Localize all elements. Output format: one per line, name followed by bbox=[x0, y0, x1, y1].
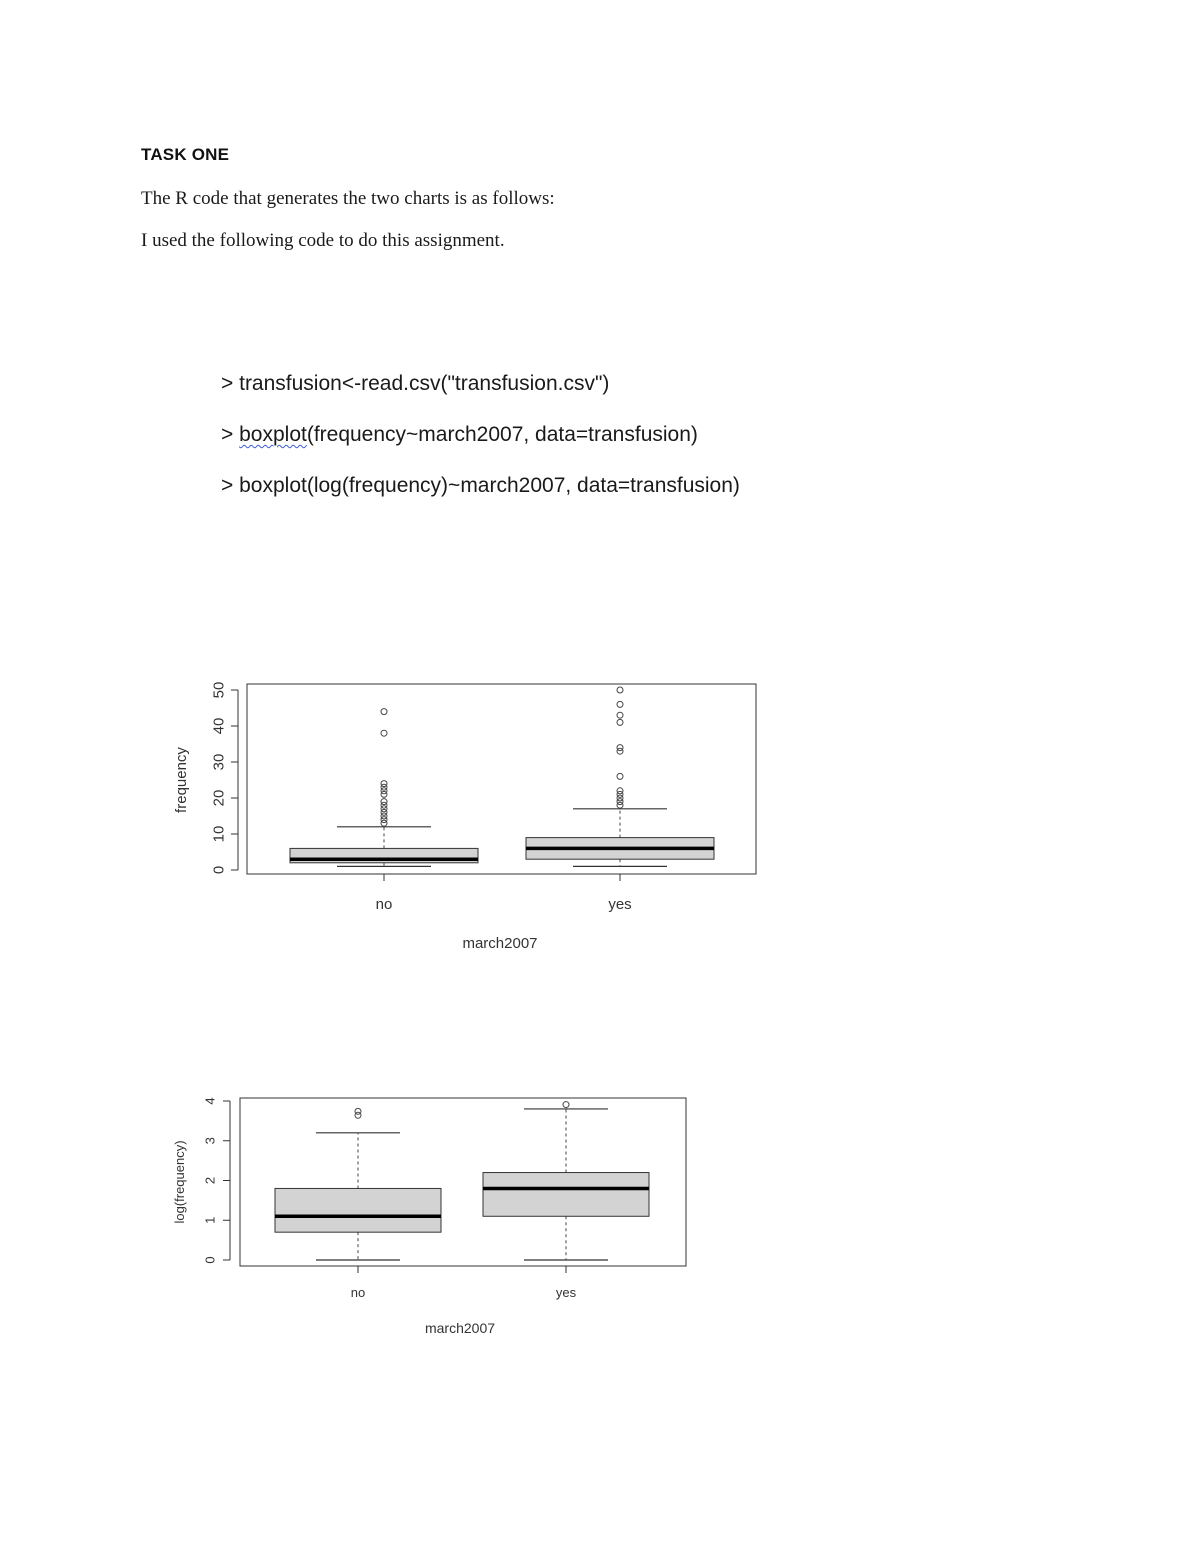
outlier-point bbox=[617, 745, 623, 751]
code-prompt: > bbox=[221, 372, 240, 395]
y-tick-label: 10 bbox=[210, 825, 228, 843]
box-iqr bbox=[483, 1173, 649, 1217]
code-line-read-csv bbox=[221, 372, 609, 396]
x-tick-label: no bbox=[375, 896, 393, 913]
boxplot-frequency-chart bbox=[160, 670, 780, 970]
outlier-point bbox=[381, 781, 387, 787]
code-text: boxplot(log(frequency)~march2007, data=transfusion) bbox=[239, 474, 740, 497]
y-tick-label: 0 bbox=[202, 1256, 218, 1264]
x-tick-label: no bbox=[350, 1285, 366, 1300]
y-tick-label: 3 bbox=[202, 1137, 218, 1145]
y-axis-label: frequency bbox=[173, 747, 190, 813]
paragraph-intro: The R code that generates the two charts is as follows: bbox=[141, 188, 555, 209]
x-axis-label: march2007 bbox=[462, 935, 538, 952]
y-tick-label: 50 bbox=[210, 681, 228, 699]
outlier-point bbox=[617, 712, 623, 718]
code-text: transfusion<-read.csv("transfusion.csv") bbox=[239, 372, 610, 395]
outlier-point bbox=[617, 687, 623, 693]
x-tick-label: yes bbox=[608, 896, 632, 913]
heading-task-one: TASK ONE bbox=[141, 145, 230, 164]
x-tick-label: yes bbox=[555, 1285, 577, 1300]
y-tick-label: 4 bbox=[202, 1097, 218, 1105]
outlier-point bbox=[617, 701, 623, 707]
outlier-point bbox=[381, 730, 387, 736]
outlier-point bbox=[617, 719, 623, 725]
y-tick-label: 0 bbox=[210, 865, 228, 875]
y-tick-label: 20 bbox=[210, 789, 228, 807]
code-text: (frequency~march2007, data=transfusion) bbox=[306, 423, 698, 446]
code-prompt: > bbox=[221, 474, 240, 497]
code-line-boxplot bbox=[221, 423, 698, 447]
code-line-log-boxplot bbox=[221, 474, 740, 498]
spellcheck-squiggle-word: boxplot bbox=[239, 423, 307, 446]
box-iqr bbox=[275, 1188, 441, 1232]
y-tick-label: 2 bbox=[202, 1176, 218, 1185]
boxplot-log-frequency-chart bbox=[160, 1085, 720, 1345]
outlier-point bbox=[563, 1102, 569, 1108]
code-prompt: > bbox=[221, 423, 240, 446]
paragraph-code-note: I used the following code to do this assignment. bbox=[141, 230, 505, 251]
y-axis-label: log(frequency) bbox=[172, 1140, 187, 1224]
outlier-point bbox=[381, 709, 387, 715]
outlier-point bbox=[617, 773, 623, 779]
y-tick-label: 30 bbox=[210, 753, 228, 771]
y-tick-label: 40 bbox=[210, 717, 228, 735]
outlier-point bbox=[381, 799, 387, 805]
y-tick-label: 1 bbox=[202, 1216, 218, 1224]
outlier-point bbox=[355, 1108, 361, 1114]
x-axis-label: march2007 bbox=[424, 1320, 496, 1336]
outlier-point bbox=[617, 788, 623, 794]
